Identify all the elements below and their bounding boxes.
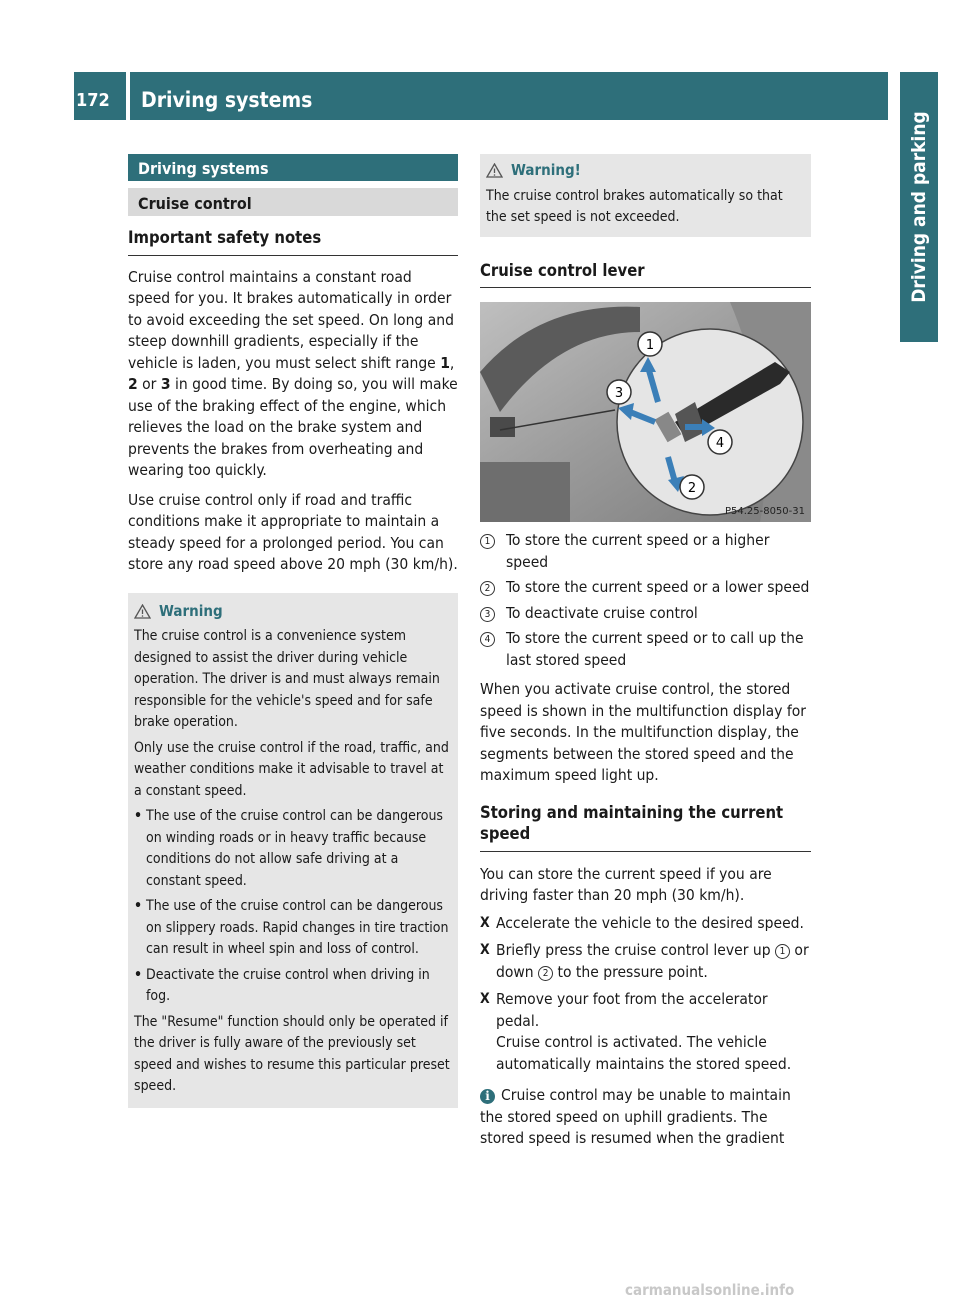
safety-paragraph-2: Use cruise control only if road and traffic conditions make it appropriate to maintain a steady speed for a prolonged period. You can store any road speed above 20 mph (30 km/h). bbox=[128, 490, 458, 573]
callout-2 bbox=[680, 475, 704, 499]
figure-code: P54.25-8050-31 bbox=[724, 506, 805, 517]
step-item: X Remove your foot from the accelerator pedal. Cruise control is activated. The vehicle automatically maintains the stored speed. bbox=[480, 990, 792, 1073]
step-item: X Accelerate the vehicle to the desired speed. bbox=[480, 913, 804, 932]
info-note: i Cruise control may be unable to maintain the stored speed on uphill gradients. The stored speed is resumed when the gradient bbox=[480, 1086, 791, 1147]
right-column bbox=[480, 154, 811, 1150]
list-item: 4 To store the current speed or to call up the last stored speed bbox=[480, 628, 811, 671]
step-item: X Briefly press the cruise control lever up 1 or down 2 to the pressure point. bbox=[480, 941, 809, 981]
section-heading: Driving systems bbox=[128, 154, 458, 181]
info-icon: i bbox=[480, 1089, 495, 1104]
callout-3 bbox=[607, 380, 631, 404]
list-item: 1 To store the current speed or a higher speed bbox=[480, 530, 811, 573]
svg-text:2: 2 bbox=[687, 481, 697, 496]
subsection-heading: Cruise control bbox=[128, 188, 458, 216]
left-column bbox=[128, 154, 458, 1108]
warning-triangle-icon bbox=[134, 604, 151, 619]
warning-title: Warning! bbox=[511, 161, 581, 179]
callout-1 bbox=[638, 332, 662, 356]
safety-notes-heading: Important safety notes bbox=[128, 216, 458, 256]
warning-bullet: • Deactivate the cruise control when driving in fog. bbox=[134, 966, 430, 1004]
cruise-lever-illustration bbox=[480, 302, 811, 522]
storing-paragraph: You can store the current speed if you are driving faster than 20 mph (30 km/h). bbox=[480, 864, 772, 904]
warning-bullet: • The use of the cruise control can be dangerous on winding roads or in heavy traffic because conditions do not allow safe driving at a constant speed. bbox=[134, 808, 443, 889]
warning-box-2 bbox=[480, 154, 811, 237]
warning-title: Warning bbox=[159, 601, 223, 620]
svg-text:1: 1 bbox=[645, 338, 655, 353]
warning-paragraph-1: The cruise control is a convenience system designed to assist the driver during vehicle operation. The driver is and must always remain responsible for the vehicle's speed and for safe brake operation. bbox=[134, 628, 440, 730]
warning-paragraph-2: Only use the cruise control if the road, traffic, and weather conditions make it advisable to travel at a constant speed. bbox=[134, 739, 449, 799]
cruise-lever-figure bbox=[480, 302, 811, 522]
warning-bullet: • The use of the cruise control can be dangerous on slippery roads. Rapid changes in tire traction can result in wheel spin and loss of control. bbox=[134, 898, 449, 957]
warning-paragraph-3: The "Resume" function should only be operated if the driver is fully aware of the previously set speed and wishes to resume this particular preset speed. bbox=[134, 1013, 450, 1094]
svg-text:3: 3 bbox=[614, 386, 624, 401]
list-item: 2 To store the current speed or a lower speed bbox=[480, 577, 811, 599]
warning-box bbox=[128, 593, 458, 1108]
list-item: 3 To deactivate cruise control bbox=[480, 603, 811, 625]
watermark: carmanualsonline.info bbox=[625, 1281, 795, 1299]
cruise-lever-heading: Cruise control lever bbox=[480, 249, 811, 289]
page-number: 172 bbox=[76, 90, 110, 111]
display-paragraph: When you activate cruise control, the stored speed is shown in the multifunction display for five seconds. In the multifunction display, the segments between the stored speed and the maximum speed light up. bbox=[480, 680, 807, 784]
side-tab-label: Driving and parking bbox=[908, 111, 930, 303]
warning-triangle-icon bbox=[486, 163, 503, 178]
safety-paragraph-1: Cruise control maintains a constant road speed for you. It brakes automatically in order to avoid exceeding the set speed. On long and steep downhill gradients, especially if the vehicle is laden, you must select shift range 1, 2 or 3 in good time. By doing so, you will make use of the braking effect of the engine, which relieves the load on the brake system and prevents the brakes from overheating and wearing too quickly. bbox=[128, 267, 458, 479]
warning-text: The cruise control brakes automatically so that the set speed is not exceeded. bbox=[486, 187, 783, 225]
callout-4 bbox=[708, 430, 732, 454]
page-title: Driving systems bbox=[141, 88, 313, 112]
storing-heading: Storing and maintaining the current speed bbox=[480, 791, 811, 852]
svg-text:4: 4 bbox=[715, 436, 725, 451]
